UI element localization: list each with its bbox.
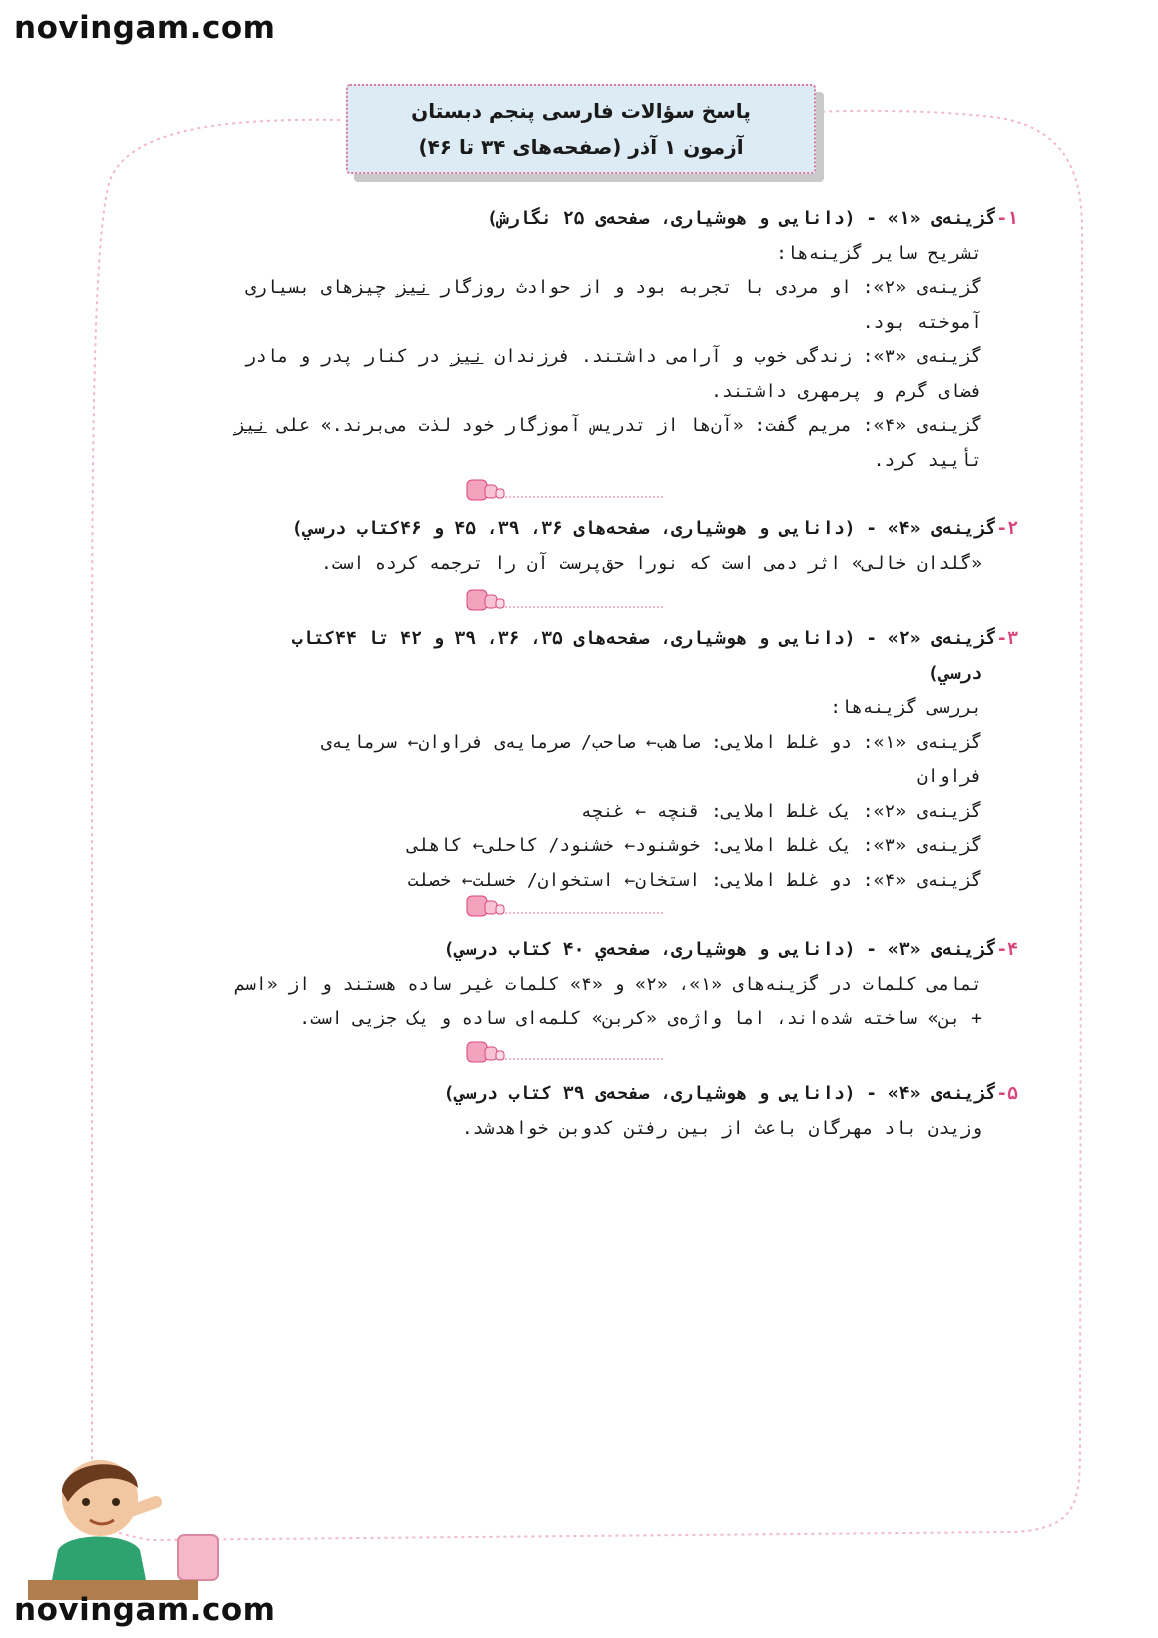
question-2 (118, 512, 1018, 581)
question-number: ۳- (996, 628, 1018, 649)
answer-line: گزینه‌ی «۴»: مریم گفت: «آن‌ها از تدریس آموزگار خود لذت می‌برند.» علی نیز (234, 415, 982, 436)
question-heading: گزینه‌ی «۴» - (دانایی و هوشیاری، صفحه‌های ۳۶، ۳۹، ۴۵ و ۴۶کتاب درسي) (291, 518, 997, 539)
answer-line: گزینه‌ی «۲»: او مردی با تجربه بود و از حوادث روزگار نیز چیزهای بسیاری (245, 277, 982, 298)
title-line1: پاسخ سؤالات فارسی پنجم دبستان (411, 99, 751, 123)
question-number: ۱- (996, 208, 1018, 229)
question-5 (118, 1077, 1018, 1146)
question-number: ۲- (996, 518, 1018, 539)
question-heading: گزینه‌ی «۲» - (دانایی و هوشیاری، صفحه‌های ۳۵، ۳۶، ۳۹ و ۴۲ تا ۴۴کتاب (291, 628, 997, 649)
divider-ornament (465, 893, 665, 921)
title-box (346, 84, 816, 174)
question-1 (118, 202, 1018, 478)
question-heading: گزینه‌ی «۱» - (دانایی و هوشیاری، صفحه‌ی ۲۵ نگارش) (486, 208, 997, 229)
answer-line: فراوان (916, 766, 982, 787)
answer-line: گزینه‌ی «۴»: دو غلط املایی: استخان← استخوان/ خسلت← خصلت (407, 869, 982, 891)
answer-line: فضای گرم و پرمهری داشتند. (711, 380, 982, 402)
question-number: ۵- (996, 1083, 1018, 1104)
answer-line: آموخته بود. (862, 311, 982, 333)
answer-line: تمامی کلمات در گزینه‌های «۱»، «۲» و «۴» کلمات غیر ساده هستند و از «اسم (234, 973, 982, 995)
watermark-bottom: novingam.com (14, 1592, 276, 1628)
question-heading: گزینه‌ی «۳» - (دانایی و هوشیاری، صفحه‌ي ۴۰ کتاب درسي) (443, 939, 997, 960)
answer-line: گزینه‌ی «۳»: یک غلط املایی: خوشنود← خشنود/ کاحلی← کاهلی (407, 835, 982, 856)
question-number: ۴- (996, 939, 1018, 960)
answer-line: گزینه‌ی «۱»: دو غلط املایی: صاهب← صاحب/ صرمایه‌ی فراوان← سرمایه‌ی (320, 731, 982, 753)
divider-ornament (465, 1039, 665, 1067)
question-heading-cont: درسي) (927, 662, 982, 684)
divider-ornament (465, 587, 665, 615)
answer-line: گزینه‌ی «۳»: زندگی خوب و آرامی داشتند. فرزندان نیز در کنار پدر و مادر (245, 346, 982, 367)
answer-line: تأیید کرد. (873, 449, 982, 471)
answer-line: تشریح سایر گزینه‌ها: (776, 242, 982, 264)
question-4 (118, 933, 1018, 1037)
answer-line: «گلدان خالی» اثر دمی است که نورا حق‌پرست آن را ترجمه کرده است. (320, 552, 982, 574)
answer-line: گزینه‌ی «۲»: یک غلط املایی: قنچه ← غنچه (581, 800, 982, 822)
answer-line: + بن» ساخته شده‌اند، اما واژه‌ی «کربن» کلمه‌ای ساده و یک جزیی است. (299, 1008, 982, 1029)
divider-ornament (465, 477, 665, 505)
watermark-top: novingam.com (14, 10, 276, 46)
boy-illustration (28, 1440, 228, 1600)
question-3 (118, 622, 1018, 898)
title-line2: آزمون ۱ آذر (صفحه‌های ۳۴ تا ۴۶) (418, 135, 744, 159)
answer-line: وزیدن باد مهرگان باعث از بین رفتن کدوبن خواهدشد. (461, 1117, 982, 1139)
answer-line: بررسی گزینه‌ها: (830, 697, 982, 718)
question-heading: گزینه‌ی «۴» - (دانایی و هوشیاری، صفحه‌ی ۳۹ کتاب درسي) (443, 1083, 997, 1104)
